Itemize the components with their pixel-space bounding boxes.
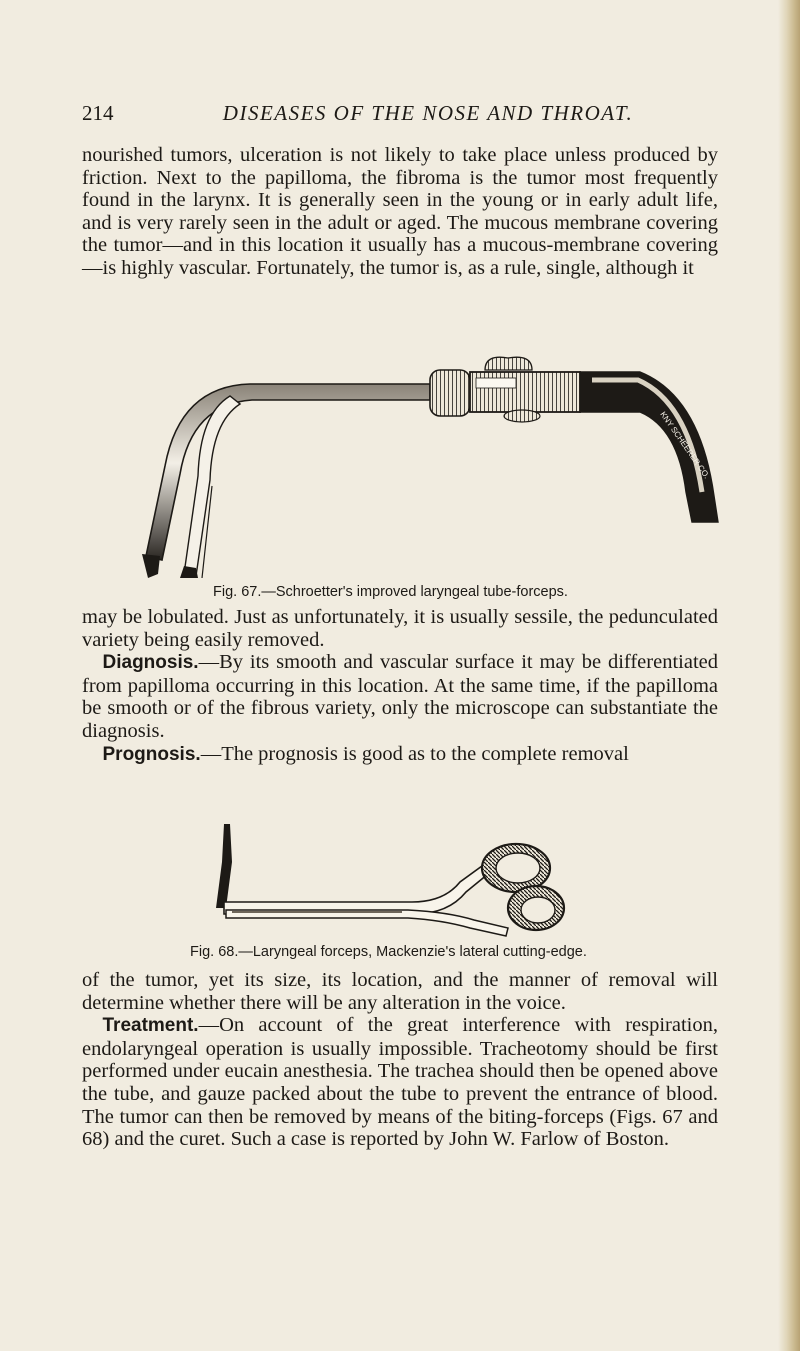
figure-67-caption: Fig. 67.—Schroetter's improved laryngeal tube-forceps. — [213, 584, 568, 600]
page-header — [82, 101, 722, 135]
paragraph-voice: of the tumor, yet its size, its location, and the manner of removal will determine whether there will be any alteration in the voice. — [82, 969, 718, 1014]
diagnosis-heading: Diagnosis. — [102, 652, 199, 674]
treatment-heading: Treatment. — [102, 1015, 199, 1037]
paragraph-diagnosis-prognosis — [82, 606, 718, 766]
prognosis-text: —The prognosis is good as to the complete removal — [200, 742, 629, 765]
prognosis-heading: Prognosis. — [102, 743, 201, 765]
engraving-text: KNY SCHEERER CO. — [658, 409, 712, 481]
treatment-text: —On account of the great interference with respiration, endolaryngeal operation is usually impossible. Tracheotomy should be first performed under eucain anesthesia. The trachea should then be opened above the tube, and gauze packed about the tube to prevent the entrance of blood. The tumor can then be removed by means of the biting-forceps (Figs. 67 and 68) and the curet. Such a case is reported by John W. Farlow of Boston. — [82, 1014, 718, 1151]
page-number: 214 — [82, 101, 114, 125]
figure-68-caption: Fig. 68.—Laryngeal forceps, Mackenzie's lateral cutting-edge. — [190, 944, 587, 960]
diagnosis-text: —By its smooth and vascular surface it may be differentiated from papilloma occurring in this location. At the same time, if the papilloma be smooth or of the fibrous variety, only the microscope can substantiate the diagnosis. — [82, 651, 718, 742]
paragraph-treatment — [82, 969, 718, 1151]
figure-67-tube-forceps — [140, 356, 720, 578]
paragraph-fibroma: nourished tumors, ulceration is not likely to take place unless produced by friction. Next to the papilloma, the fibroma is the tumor most frequently found in the larynx. It is generally seen in the young or in early adult life, and is very rarely seen in the adult or aged. The mucous membrane covering the tumor—and in this location it usually has a mucous-membrane covering—is highly vascular. Fortunately, the tumor is, as a rule, single, although it — [82, 144, 718, 279]
running-title: DISEASES OF THE NOSE AND THROAT. — [222, 101, 634, 125]
page-edge-shadow — [778, 0, 800, 1351]
paragraph-lobulated: may be lobulated. Just as unfortunately, it is usually sessile, the pedunculated variety being easily removed. — [82, 606, 718, 651]
figure-68-laryngeal-forceps — [212, 822, 572, 940]
